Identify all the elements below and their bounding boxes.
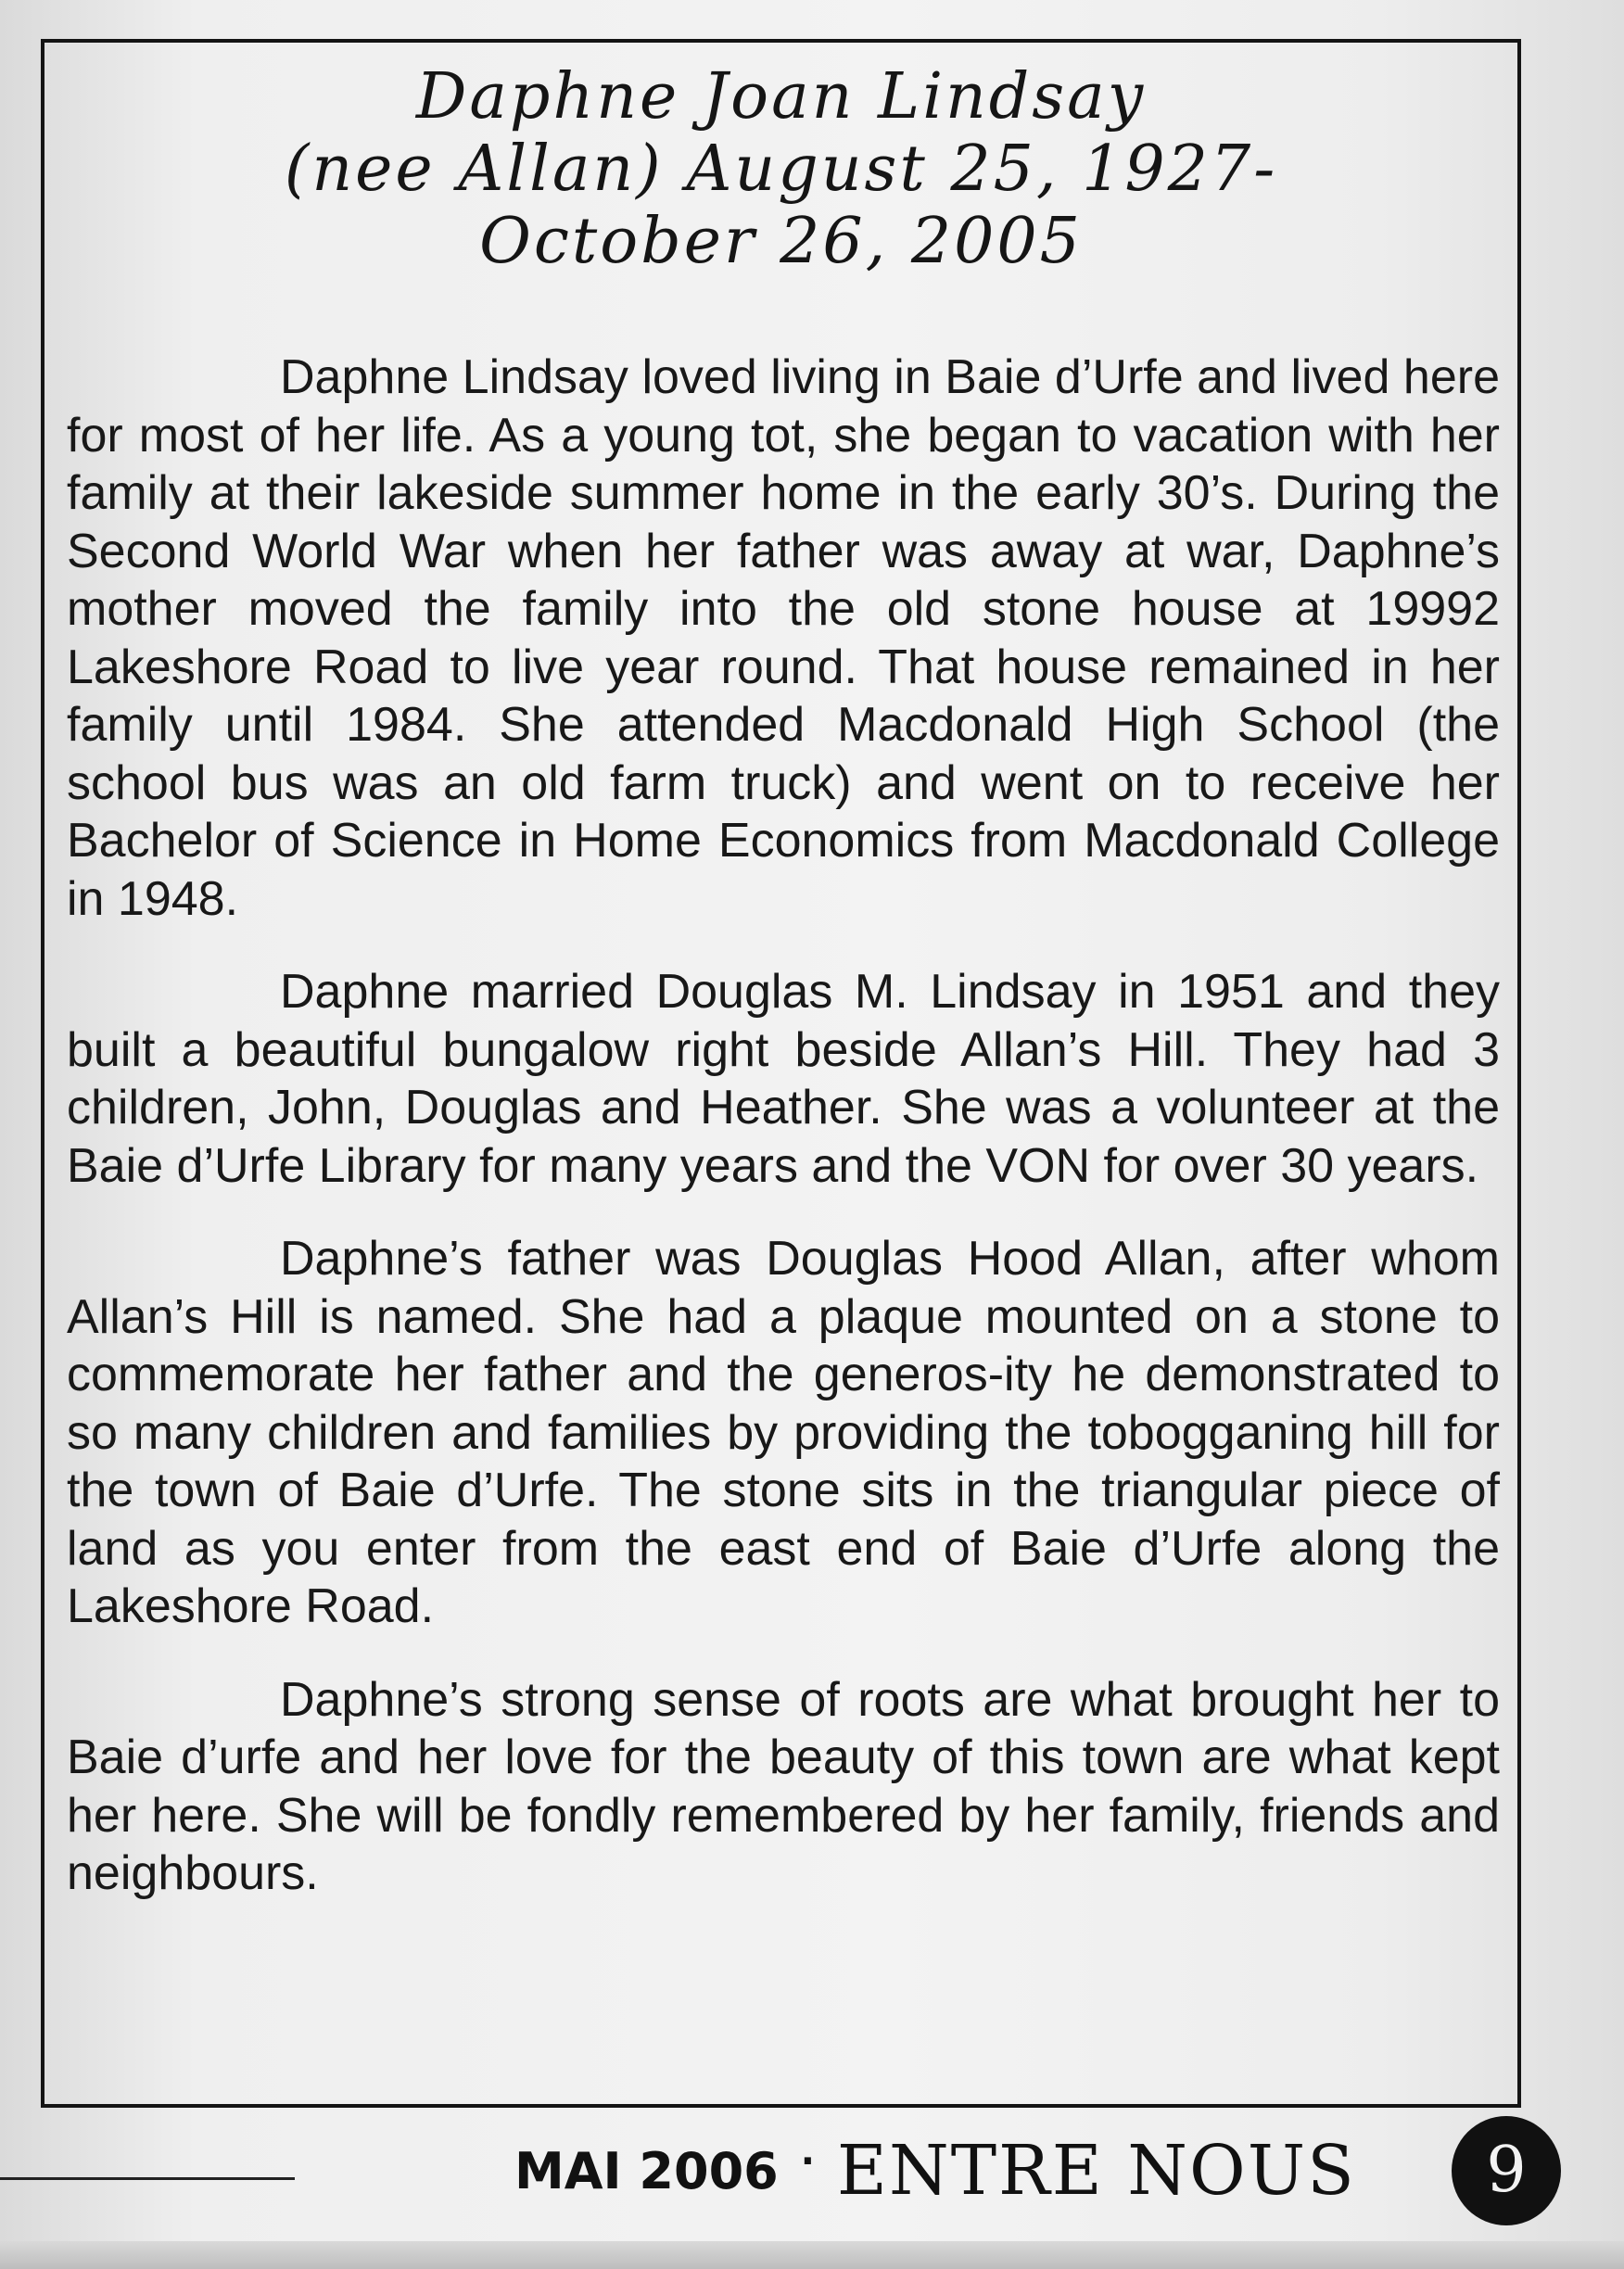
paragraph-roots: Daphne’s strong sense of roots are what brought her to Baie d’urfe and her love for the beauty of this town are what kept her here. She will be fondly remembered by her family, friends and neighbours. [67,1672,1500,1900]
page-number-badge: 9 [1452,2116,1561,2225]
title-name: Daphne Joan Lindsay [415,60,1147,133]
footer-divider [0,2177,295,2180]
publication-name: ENTRE NOUS [836,2131,1356,2211]
page-footer [514,2124,1356,2217]
obituary-body [67,349,1500,1938]
page-edge-shadow [0,2241,1624,2269]
obituary-box [41,39,1521,2108]
issue-date: MAI 2006 [514,2141,779,2200]
paragraph-marriage: Daphne married Douglas M. Lindsay in 1951 and they built a beautiful bungalow right beside Allan’s Hill. They had 3 children, John, Douglas and Heather. She was a volunteer at the Baie d’Urfe Library for many years and the VON for over 30 years. [67,965,1500,1193]
paragraph-early-life: Daphne Lindsay loved living in Baie d’Urfe and lived here for most of her life. As a young tot, she began to vacation with her family at their lakeside summer home in the early 30’s. During the Second World War when her father was away at war, Daphne’s mother moved the family into the old stone house at 19992 Lakeshore Road to live year round. That house remained in her family until 1984. She attended Macdonald High School (the school bus was an old farm truck) and went on to receive her Bachelor of Science in Home Economics from Macdonald College in 1948. [67,350,1500,926]
title-death-date: October 26, 2005 [479,205,1083,278]
title-maiden-name-and-birth: (nee Allan) August 25, 1927- [284,133,1278,206]
paragraph-father: Daphne’s father was Douglas Hood Allan, after whom Allan’s Hill is named. She had a plaque mounted on a stone to commemorate her father and the generos-ity he demonstrated to so many children and families by providing the tobogganing hill for the town of Baie d’Urfe. The stone sits in the triangular piece of land as you enter from the east end of Baie d’Urfe along the Lakeshore Road. [67,1232,1500,1633]
footer-separator: · [800,2140,815,2183]
obituary-title [44,61,1517,278]
